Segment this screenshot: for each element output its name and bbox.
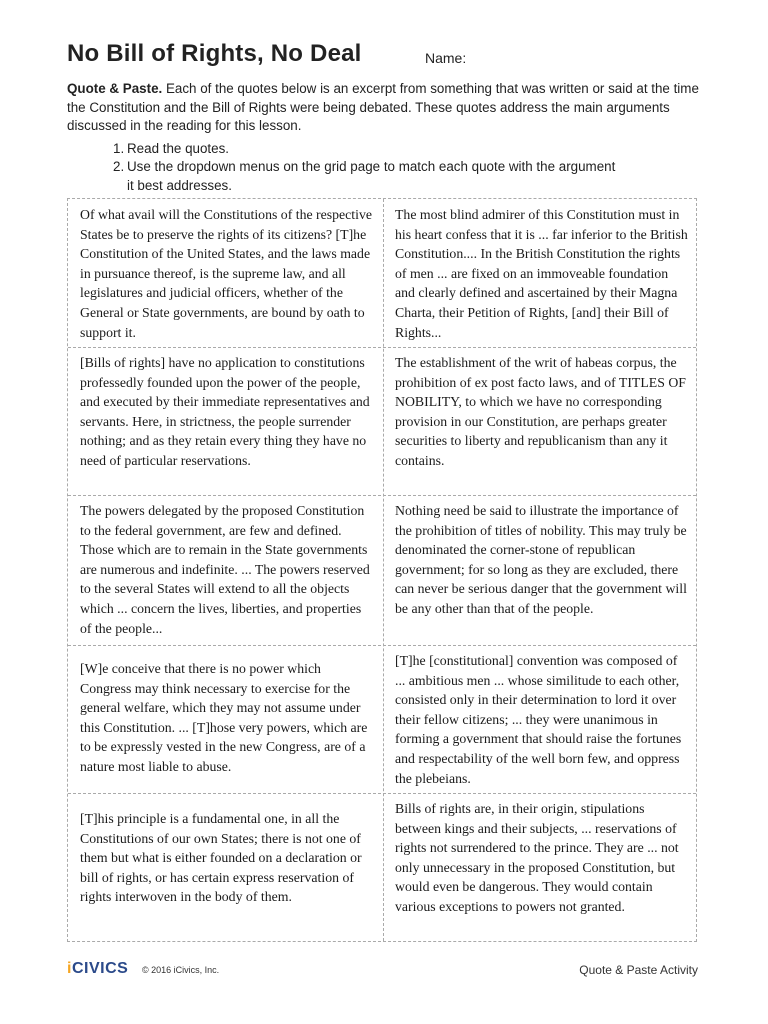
logo-i: i — [67, 960, 72, 977]
icivics-logo — [67, 960, 128, 978]
instructions-text: Each of the quotes below is an excerpt from something that was written or said at the time the Constitution and the Bill of Rights were being debated. These quotes address the main arguments discussed in the reading for this lesson. — [67, 81, 699, 133]
quote-grid — [67, 198, 697, 942]
quote-cell-1[interactable]: Of what avail will the Constitutions of the respective States be to preserve the rights of its citizens? [T]he Constitution of the United States, and the laws made in pursuance thereof, is the supreme law, and all legislatures and judicial officers, whether of the General or State governments, are bound by oath to support it. — [80, 207, 372, 340]
quote-cell-6[interactable]: Nothing need be said to illustrate the importance of the prohibition of titles of nobility. This may truly be denominated the corner-stone of republican government; for so long as they are excluded, there can never be serious danger that the government will be any other than that of the people. — [395, 503, 687, 616]
step-text: Use the dropdown menus on the grid page to match each quote with the argument — [127, 159, 616, 175]
step-item — [113, 140, 673, 158]
steps-list — [113, 140, 673, 195]
logo-text: CIVICS — [71, 960, 129, 977]
quote-cell-4[interactable]: The establishment of the writ of habeas corpus, the prohibition of ex post facto laws, and of TITLES OF NOBILITY, to which we have no corresponding provision in our Constitution, are perhaps greater securities to liberty and republicanism than any it contains. — [395, 355, 686, 468]
quote-cell-9[interactable]: [T]his principle is a fundamental one, in all the Constitutions of our own States; there is not one of them but what is either founded on a declaration or bill of rights, or has certain express reservation of rights interwoven in the body of them. — [80, 811, 362, 905]
activity-label: Quote & Paste Activity — [579, 963, 698, 977]
instructions — [67, 80, 707, 136]
quote-cell-2[interactable]: The most blind admirer of this Constitution must in his heart confess that it is ... far inferior to the British Constitution.... In the British Constitution the rights of men ... are fixed on an immoveable foundation and clearly defined and ascertained by their Magna Charta, their Petition of Rights, [and] their Bill of Rights... — [395, 207, 688, 340]
step-item — [113, 158, 673, 195]
step-text-continued: it best addresses. — [127, 177, 232, 193]
step-number: 1. — [113, 141, 125, 156]
quote-cell-7[interactable]: [W]e conceive that there is no power which Congress may think necessary to exercise for the general welfare, which they may not assume under this Constitution. ... [T]hose very powers, which are to be expressly vested in the new Congress, are of a nature most liable to abuse. — [80, 661, 368, 774]
quote-cell-8[interactable]: [T]he [constitutional] convention was composed of ... ambitious men ... whose similitude to each other, consisted only in their determination to lord it over their fellow citizens; ... they were unanimous in forming a government that should raise the fortunes and respectability of the well born few, and oppress the plebeians. — [395, 653, 682, 786]
step-text: Read the quotes. — [127, 141, 229, 156]
copyright: © 2016 iCivics, Inc. — [142, 965, 220, 975]
instructions-lead: Quote & Paste. — [67, 81, 163, 96]
page-title: No Bill of Rights, No Deal — [67, 40, 362, 67]
name-label: Name: — [425, 50, 467, 66]
quote-cell-5[interactable]: The powers delegated by the proposed Constitution to the federal government, are few and defined. Those which are to remain in the State governments are numerous and indefinite. ... The powers reserved to the several States will extend to all the objects which ... concern the lives, liberties, and properties of the people... — [80, 503, 370, 636]
step-number: 2. — [113, 159, 125, 175]
quote-cell-10[interactable]: Bills of rights are, in their origin, stipulations between kings and their subjects, ... reservations of rights not surrendered to the prince. They are ... not only unnecessary in the proposed Constitution, but would even be dangerous. They would contain various exceptions to powers not granted. — [395, 801, 679, 914]
quote-cell-3[interactable]: [Bills of rights] have no application to constitutions professedly founded upon the power of the people, and executed by their immediate representatives and servants. Here, in strictness, the people surrender nothing; and as they retain every thing they have no need of particular reservations. — [80, 355, 370, 468]
